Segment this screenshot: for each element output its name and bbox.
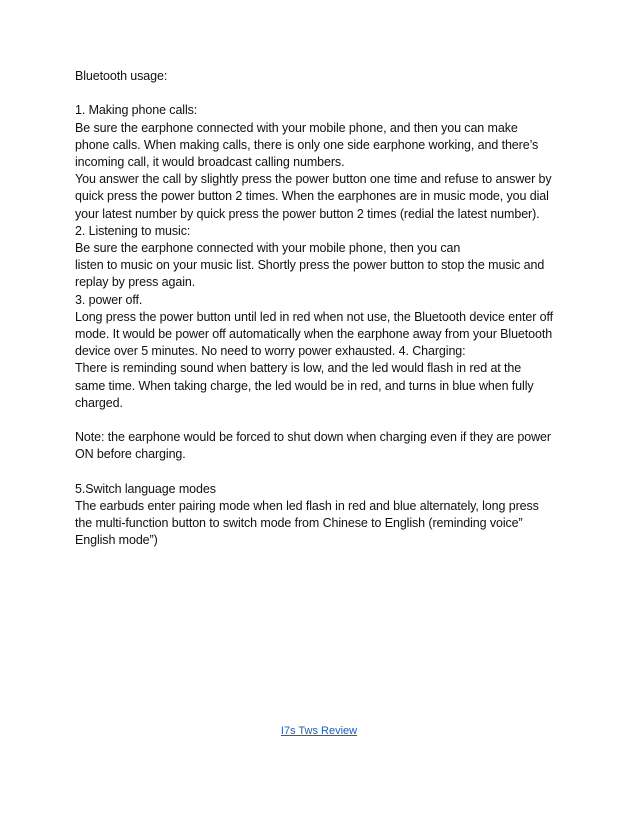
text-line: The earbuds enter pairing mode when led flash in red and blue alternately, long press bbox=[75, 499, 539, 514]
section-heading-power-off: 3. power off. bbox=[75, 292, 143, 307]
section-heading-phone-calls: 1. Making phone calls: bbox=[75, 103, 198, 118]
footer bbox=[0, 725, 638, 737]
text-line: listen to music on your music list. Shortly press the power button to stop the music and bbox=[75, 258, 545, 273]
text-line: charged. bbox=[75, 395, 123, 410]
section-heading-listening-music: 2. Listening to music: bbox=[75, 223, 191, 238]
blank-line bbox=[75, 85, 575, 102]
text-line: There is reminding sound when battery is low, and the led would flash in red at the bbox=[75, 361, 522, 376]
note-line: Note: the earphone would be forced to shut down when charging even if they are power bbox=[75, 430, 551, 445]
review-link[interactable]: I7s Tws Review bbox=[280, 725, 358, 737]
note-line: ON before charging. bbox=[75, 447, 186, 462]
text-line: English mode”) bbox=[75, 533, 158, 548]
text-line: phone calls. When making calls, there is only one side earphone working, and there’s bbox=[75, 137, 539, 152]
text-line: You answer the call by slightly press the power button one time and refuse to answer by bbox=[75, 172, 552, 187]
text-line: Be sure the earphone connected with your mobile phone, and then you can make bbox=[75, 120, 518, 135]
section-heading-switch-language: 5.Switch language modes bbox=[75, 481, 216, 496]
text-line: device over 5 minutes. No need to worry power exhausted. 4. Charging: bbox=[75, 344, 466, 359]
text-line: your latest number by quick press the power button 2 times (redial the latest number). bbox=[75, 206, 540, 221]
blank-line bbox=[75, 412, 575, 429]
text-line: same time. When taking charge, the led would be in red, and turns in blue when fully bbox=[75, 378, 534, 393]
heading-bluetooth-usage: Bluetooth usage: bbox=[75, 69, 168, 83]
text-line: replay by press again. bbox=[75, 275, 196, 290]
text-line: Long press the power button until led in red when not use, the Bluetooth device enter off bbox=[75, 309, 554, 324]
text-line: Be sure the earphone connected with your mobile phone, then you can bbox=[75, 241, 461, 256]
text-line: incoming call, it would broadcast calling numbers. bbox=[75, 155, 345, 169]
text-line: quick press the power button 2 times. When the earphones are in music mode, you dial bbox=[75, 189, 549, 204]
text-line: the multi-function button to switch mode from Chinese to English (reminding voice” bbox=[75, 516, 523, 531]
blank-line bbox=[75, 464, 575, 481]
text-line: mode. It would be power off automatically when the earphone away from your Bluetooth bbox=[75, 327, 553, 342]
document-body bbox=[75, 68, 575, 550]
